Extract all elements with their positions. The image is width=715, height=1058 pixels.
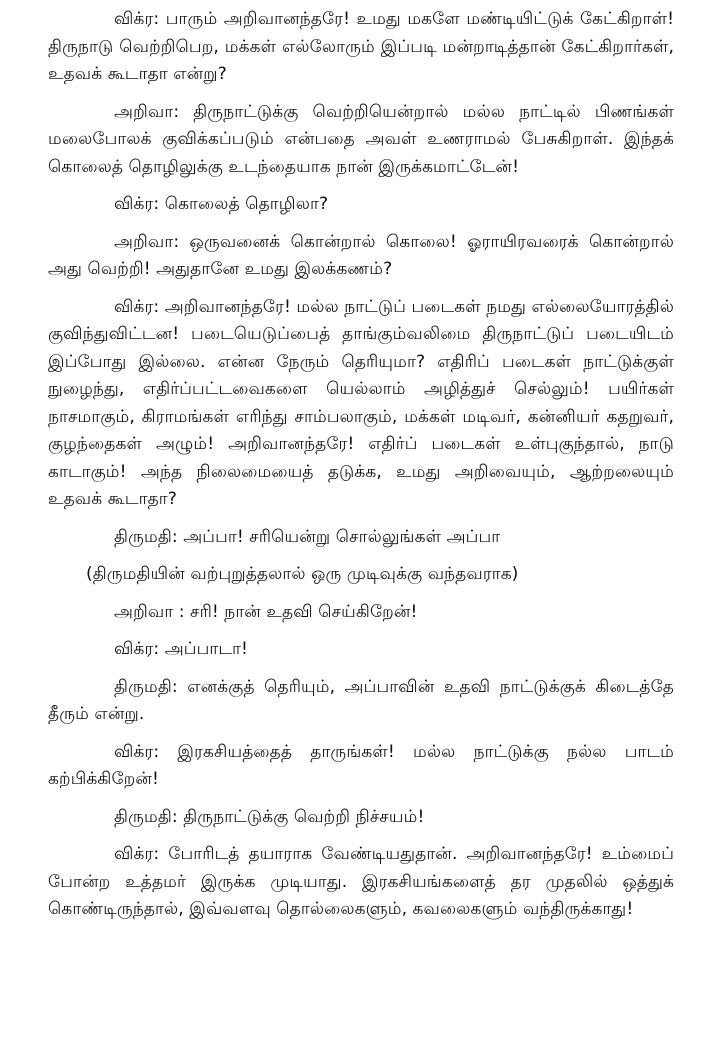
speaker-name: அறிவா: bbox=[114, 101, 180, 122]
dialogue-text: திருநாட்டுக்கு வெற்றியென்றால் மல்ல நாட்டில் பிணங்கள் மலைபோலக் குவிக்கப்படும் என்பதை அவள் உணராமல் பேசுகிறாள். இந்தக் கொலைத் தொழிலுக்கு உடந்தையாக நான் இருக்கமாட்டேன்! bbox=[48, 101, 674, 177]
speaker-name: அறிவா : bbox=[114, 601, 185, 622]
speaker-name: திருமதி: bbox=[114, 676, 178, 697]
dialogue-text: இரகசியத்தைத் தாருங்கள்! மல்ல நாட்டுக்கு நல்ல பாடம் கற்பிக்கிறேன்! bbox=[48, 741, 674, 789]
speaker-name: விக்ர: bbox=[114, 844, 160, 864]
dialogue-paragraph bbox=[48, 599, 674, 627]
dialogue-text: அப்பா! சரியென்று சொல்லுங்கள் அப்பா bbox=[183, 526, 501, 547]
dialogue-text: போரிடத் தயாராக வேண்டியதுதான். அறிவானந்தரே! உம்மைப் போன்ற உத்தமர் இருக்க முடியாது. இரகசியங்களைத் தர முதலில் ஒத்துக் கொண்டிருந்தால், இவ்வளவு தொல்லைகளும், கவலைகளும் வந்திருக்காது! bbox=[48, 844, 674, 919]
dialogue-paragraph bbox=[48, 804, 674, 832]
speaker-name: விக்ர: bbox=[114, 194, 160, 214]
dialogue-paragraph bbox=[48, 674, 674, 729]
dialogue-paragraph bbox=[48, 191, 674, 219]
speaker-name: விக்ர: bbox=[114, 9, 160, 29]
stage-direction bbox=[48, 561, 674, 589]
dialogue-text: திருநாட்டுக்கு வெற்றி நிச்சயம்! bbox=[183, 806, 425, 827]
dialogue-text: எனக்குத் தெரியும், அப்பாவின் உதவி நாட்டுக்குக் கிடைத்தே தீரும் என்று. bbox=[48, 676, 675, 724]
dialogue-text: கொலைத் தொழிலா? bbox=[164, 194, 329, 214]
dialogue-paragraph bbox=[48, 636, 674, 664]
dialogue-paragraph bbox=[48, 524, 674, 552]
speaker-name: விக்ர: bbox=[114, 741, 160, 762]
dialogue-paragraph bbox=[48, 739, 674, 794]
dialogue-paragraph bbox=[48, 99, 674, 182]
speaker-name: விக்ர: bbox=[114, 296, 160, 317]
dialogue-paragraph bbox=[48, 6, 674, 89]
dialogue-text: ஒருவனைக் கொன்றால் கொலை! ஓராயிரவரைக் கொன்றால் அது வெற்றி! அதுதானே உமது இலக்கணம்? bbox=[48, 231, 674, 279]
speaker-name: திருமதி: bbox=[114, 526, 178, 547]
dialogue-text: அப்பாடா! bbox=[164, 639, 248, 659]
dialogue-text: சரி! நான் உதவி செய்கிறேன்! bbox=[190, 601, 418, 622]
dialogue-text: பாரும் அறிவானந்தரே! உமது மகளே மண்டியிட்டுக் கேட்கிறாள்! திருநாடு வெற்றிபெற, மக்கள் எல்லோரும் இப்படி மன்றாடித்தான் கேட்கிறார்கள், உதவக் கூடாதா என்று? bbox=[48, 9, 674, 84]
speaker-name: விக்ர: bbox=[114, 639, 160, 659]
dialogue-text: அறிவானந்தரே! மல்ல நாட்டுப் படைகள் நமது எல்லையோரத்தில் குவிந்துவிட்டன! படையெடுப்பைத் தாங்கும்வலிமை திருநாட்டுப் படையிடம் இப்போது இல்லை. என்ன நேரும் தெரியுமா? எதிரிப் படைகள் நாட்டுக்குள் நுழைந்து, எதிர்ப்பட்டவைகளை யெல்லாம் அழித்துச் செல்லும்! பயிர்கள் நாசமாகும், கிராமங்கள் எரிந்து சாம்பலாகும், மக்கள் மடிவர், கன்னியர் கதறுவர், குழந்தைகள் அழும்! அறிவானந்தரே! எதிர்ப் படைகள் உள்புகுந்தால், நாடு காடாகும்! அந்த நிலைமையைத் தடுக்க, உமது அறிவையும், ஆற்றலையும் உதவக் கூடாதா? bbox=[48, 296, 674, 509]
dialogue-paragraph bbox=[48, 229, 674, 284]
dialogue-paragraph bbox=[48, 841, 674, 924]
document-page bbox=[48, 6, 674, 924]
dialogue-paragraph bbox=[48, 294, 674, 514]
speaker-name: திருமதி: bbox=[114, 806, 178, 827]
speaker-name: அறிவா: bbox=[114, 231, 180, 252]
stage-direction-text: (திருமதியின் வற்புறுத்தலால் ஒரு முடிவுக்கு வந்தவராக) bbox=[86, 564, 519, 584]
